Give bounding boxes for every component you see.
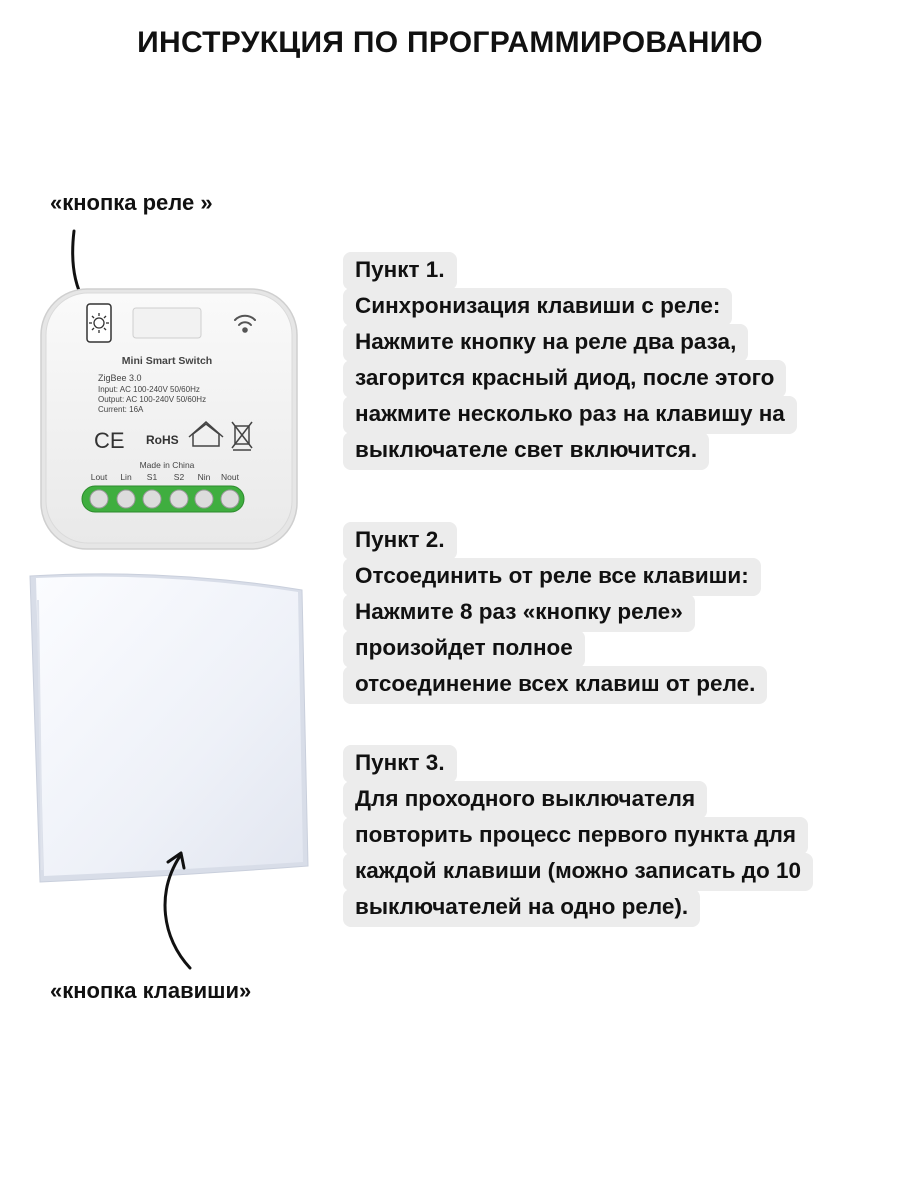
step-line: произойдет полное <box>343 630 585 668</box>
step-line: отсоединение всех клавиш от реле. <box>343 666 767 704</box>
terminal-label: S1 <box>146 472 158 482</box>
step-line: выключателе свет включится. <box>343 432 709 470</box>
step-3 <box>343 745 813 925</box>
step-line: повторить процесс первого пункта для <box>343 817 808 855</box>
page-title: ИНСТРУКЦИЯ ПО ПРОГРАММИРОВАНИЮ <box>137 26 763 59</box>
step-line: Синхронизация клавиши с реле: <box>343 288 732 326</box>
device-input: Input: AC 100-240V 50/60Hz <box>98 385 200 394</box>
terminal-label: Nin <box>197 472 211 482</box>
ce-mark: CE <box>94 428 125 453</box>
relay-device <box>40 288 298 550</box>
rohs-mark: RoHS <box>146 433 179 447</box>
terminal-label: Nout <box>221 472 239 482</box>
terminal-label: S2 <box>173 472 185 482</box>
step-line: Нажмите кнопку на реле два раза, <box>343 324 748 362</box>
made-in: Made in China <box>139 460 195 470</box>
device-output: Output: AC 100-240V 50/60Hz <box>98 395 207 404</box>
step-heading: Пункт 3. <box>343 745 457 783</box>
step-line: Отсоединить от реле все клавиши: <box>343 558 761 596</box>
switch-key[interactable] <box>36 577 303 876</box>
step-line: Для проходного выключателя <box>343 781 707 819</box>
step-line: Нажмите 8 раз «кнопку реле» <box>343 594 695 632</box>
device-name: Mini Smart Switch <box>121 355 213 367</box>
step-line: нажмите несколько раз на клавишу на <box>343 396 797 434</box>
step-heading: Пункт 1. <box>343 252 457 290</box>
switch-arrow-icon <box>150 848 210 973</box>
terminal-label: Lin <box>120 472 132 482</box>
key-button-label: «кнопка клавиши» <box>50 978 252 1003</box>
device-protocol: ZigBee 3.0 <box>98 373 142 383</box>
step-line: загорится красный диод, после этого <box>343 360 786 398</box>
relay-button-label: «кнопка реле » <box>50 190 213 215</box>
step-1 <box>343 252 797 468</box>
step-line: каждой клавиши (можно записать до 10 <box>343 853 813 891</box>
wireless-switch <box>26 570 311 888</box>
device-current: Current: 16A <box>98 405 144 414</box>
step-line: выключателей на одно реле). <box>343 889 700 927</box>
step-heading: Пункт 2. <box>343 522 457 560</box>
step-2 <box>343 522 767 702</box>
terminal-label: Lout <box>90 472 108 482</box>
